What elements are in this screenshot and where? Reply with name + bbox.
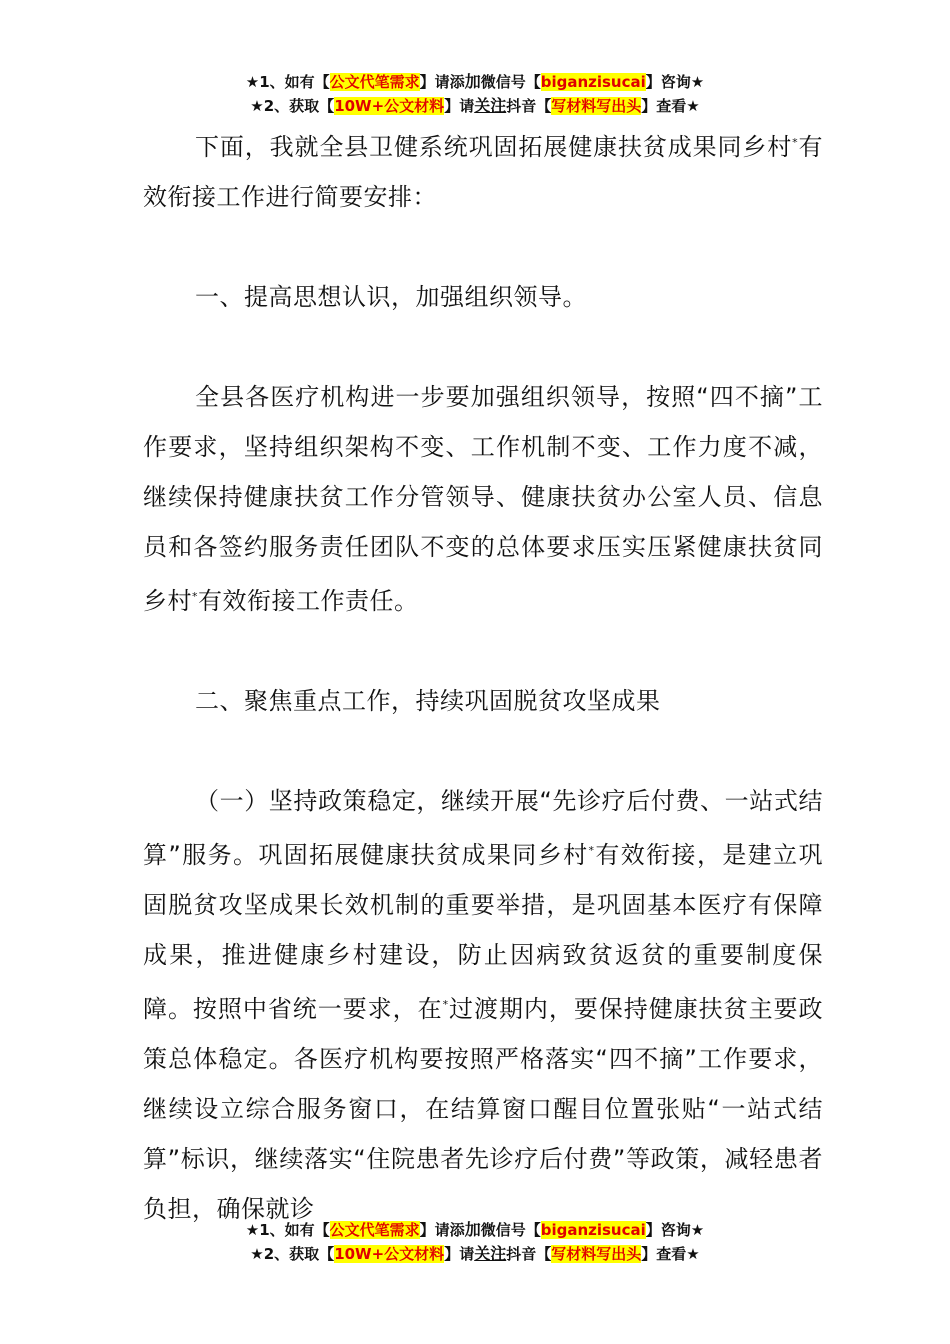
promo-line-2: ★2、获取【10W+公文材料】请关注抖音【写材料写出头】查看★ (250, 96, 700, 115)
paragraph-subsection-1: （一）坚持政策稳定，继续开展“先诊疗后付费、一站式结算”服务。巩固拓展健康扶贫成果同乡村*有效衔接，是建立巩固脱贫攻坚成果长效机制的重要举措，是巩固基本医疗有保障成果，推进健康乡村建设，防止因病致贫返贫的重要制度保障。按照中省统一要求，在*过渡期内，要保持健康扶贫主要政策总体稳定。各医疗机构要按照严格落实“四不摘”工作要求，继续设立综合服务窗口，在结算窗口醒目位置张贴“一站式结算”标识，继续落实“住院患者先诊疗后付费”等政策，减轻患者负担，确保就诊 (143, 787, 824, 1223)
promo-line-2: ★2、获取【10W+公文材料】请关注抖音【写材料写出头】查看★ (250, 1244, 700, 1263)
promo-line-1: ★1、如有【公文代笔需求】请添加微信号【biganzisucai】咨询★ (245, 1220, 705, 1239)
document-body (143, 118, 823, 1234)
highlight-service: 公文代笔需求 (329, 1221, 420, 1239)
highlight-wechat-id: biganzisucai (540, 1221, 646, 1239)
highlight-materials: 10W+公文材料 (334, 1245, 445, 1263)
paragraph-intro: 下面，我就全县卫健系统巩固拓展健康扶贫成果同乡村*有效衔接工作进行简要安排： (143, 133, 824, 211)
highlight-douyin-account: 写材料写出头 (551, 1245, 642, 1263)
paragraph-section-1: 全县各医疗机构进一步要加强组织领导，按照“四不摘”工作要求，坚持组织架构不变、工作机制不变、工作力度不减，继续保持健康扶贫工作分管领导、健康扶贫办公室人员、信息员和各签约服务责任团队不变的总体要求压实压紧健康扶贫同乡村*有效衔接工作责任。 (143, 383, 823, 615)
promo-line-1: ★1、如有【公文代笔需求】请添加微信号【biganzisucai】咨询★ (245, 72, 705, 91)
heading-section-2: 二、聚焦重点工作，持续巩固脱贫攻坚成果 (195, 687, 661, 715)
heading-section-1: 一、提高思想认识，加强组织领导。 (195, 283, 587, 311)
highlight-materials: 10W+公文材料 (334, 97, 445, 115)
promo-banner-top (0, 70, 950, 118)
highlight-wechat-id: biganzisucai (540, 73, 646, 91)
highlight-service: 公文代笔需求 (329, 73, 420, 91)
highlight-douyin-account: 写材料写出头 (551, 97, 642, 115)
promo-banner-bottom (0, 1218, 950, 1266)
